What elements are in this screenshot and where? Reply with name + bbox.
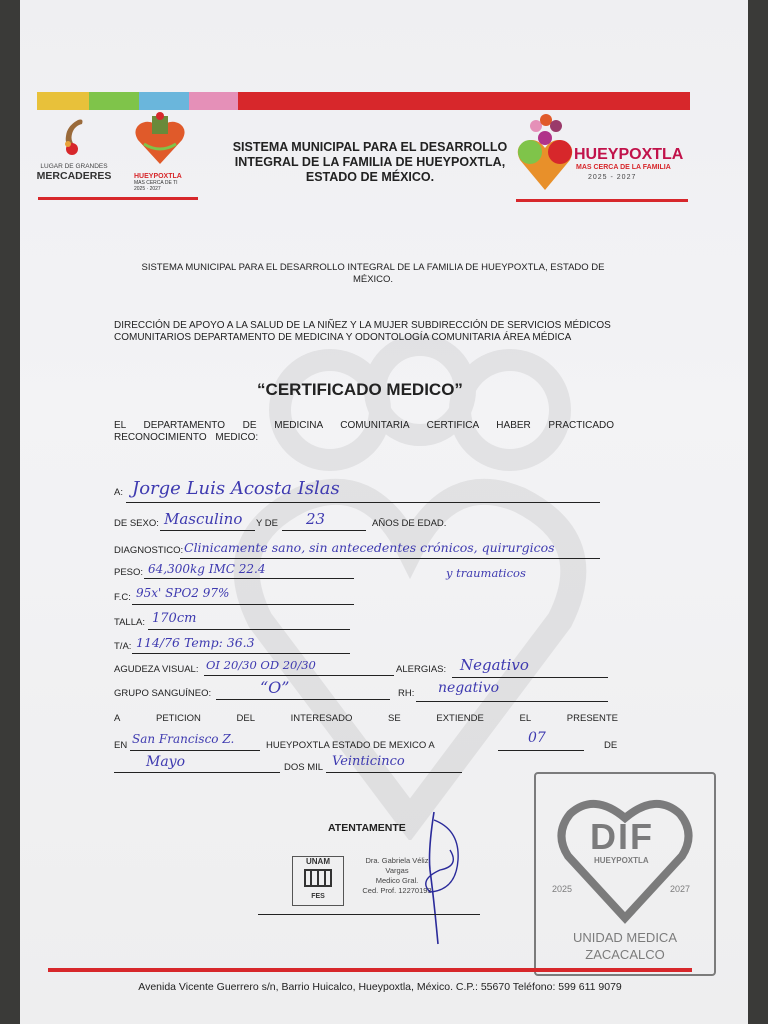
header-stripe-red	[238, 92, 690, 110]
doctor-stamp-line: Medico Gral.	[375, 876, 419, 885]
rh-label: RH:	[398, 688, 415, 699]
doctor-stamp-line: Ced. Prof. 12270193	[362, 886, 432, 895]
location-rest-label: HUEYPOXTLA ESTADO DE MEXICO A	[266, 740, 435, 751]
y-de-label: Y DE	[256, 518, 279, 529]
header-stripe-blue	[139, 92, 189, 110]
talla-label: TALLA:	[114, 617, 145, 628]
a-value: Jorge Luis Acosta Islas	[132, 478, 340, 499]
edad-value: 23	[306, 510, 326, 528]
mid-logo-name: HUEYPOXTLA	[134, 173, 182, 180]
day-value: 07	[528, 730, 546, 746]
family-heart-icon	[514, 112, 576, 194]
signature-icon	[420, 810, 470, 950]
en-line	[130, 750, 260, 751]
day-line	[498, 750, 584, 751]
ta-line	[132, 653, 350, 654]
dif-year-left: 2025	[552, 884, 573, 894]
unam-text: UNAM	[306, 857, 330, 866]
month-value: Mayo	[146, 754, 186, 770]
hueypoxtla-right-logo	[514, 112, 694, 194]
right-logo-name: HUEYPOXTLA	[574, 146, 684, 163]
grupo-label: GRUPO SANGUÍNEO:	[114, 688, 212, 699]
fc-line	[132, 604, 354, 605]
mid-logo-sub: MAS CERCA DE TI	[134, 180, 178, 186]
dif-line2: ZACACALCO	[585, 947, 665, 962]
fc-label: F.C:	[114, 592, 131, 603]
grupo-value: “O”	[260, 678, 290, 697]
de-label: DE	[604, 740, 618, 751]
dif-hueypoxtla-text: HUEYPOXTLA	[594, 856, 649, 865]
intro-text: EL DEPARTAMENTO DE MEDICINA COMUNITARIA CERTIFICA HABER PRACTICADO RECONOCIMIENTO MEDICO:	[114, 420, 614, 443]
talla-value: 170cm	[152, 611, 197, 626]
certificate-sheet	[20, 0, 748, 1024]
ta-label: T/A:	[114, 641, 132, 652]
department-text: DIRECCIÓN DE APOYO A LA SALUD DE LA NIÑEZ Y LA MUJER SUBDIRECCIÓN DE SERVICIOS MÉDICOS COMUNITARIOS DEPARTAMENTO DE MEDICINA Y ODONTOLOGÍA COMUNITARIA ÁREA MÉDICA	[114, 320, 611, 343]
doctor-stamp-line: Dra. Gabriela Véliz	[365, 856, 429, 865]
peso-value: 64,300kg IMC 22.4	[148, 562, 266, 576]
atentamente-label: ATENTAMENTE	[328, 822, 406, 834]
month-line	[114, 772, 280, 773]
mercaderes-big-text: MERCADERES	[36, 170, 112, 182]
right-logo-sub: MAS CERCA DE LA FAMILIA	[576, 164, 671, 171]
diag-label: DIAGNOSTICO:	[114, 545, 184, 556]
agudeza-value: OI 20/30 OD 20/30	[206, 658, 316, 672]
header-stripe-green	[89, 92, 139, 110]
dos-mil-label: DOS MIL	[284, 762, 324, 773]
dif-text: DIF	[590, 816, 654, 857]
footer-address: Avenida Vicente Guerrero s/n, Barrio Huicalco, Hueypoxtla, México. C.P.: 55670 Teléfono: 599 611 9079	[138, 981, 622, 993]
rh-line	[416, 701, 608, 702]
right-logo-years: 2025 - 2027	[588, 174, 637, 181]
year-value: Veinticinco	[332, 754, 405, 769]
dif-line1: UNIDAD MEDICA	[572, 930, 677, 945]
a-label: A:	[114, 487, 123, 498]
subheader: SISTEMA MUNICIPAL PARA EL DESARROLLO INTEGRAL DE LA FAMILIA DE HUEYPOXTLA, ESTADO DE MÉXICO.	[141, 262, 605, 285]
a-line	[126, 502, 600, 503]
year-line	[326, 772, 462, 773]
fes-text: FES	[311, 893, 325, 900]
anos-label: AÑOS DE EDAD.	[372, 518, 447, 529]
diag-line	[180, 558, 600, 559]
peticion-word: PETICION	[155, 713, 201, 724]
footer-red-line	[48, 968, 692, 972]
peticion-word: EXTIENDE	[436, 713, 484, 724]
doctor-stamp-line: Vargas	[385, 866, 409, 875]
peticion-word: A	[114, 713, 121, 724]
sexo-line	[160, 530, 255, 531]
ta-value: 114/76 Temp: 36.3	[136, 635, 255, 650]
sexo-label: DE SEXO:	[114, 518, 159, 529]
peticion-word: DEL	[236, 713, 255, 724]
hueypoxtla-heart-icon	[130, 110, 190, 168]
peticion-word: PRESENTE	[566, 713, 618, 724]
peticion-row	[114, 713, 618, 724]
hueypoxtla-small-logo	[130, 110, 190, 194]
grupo-line	[216, 699, 390, 700]
mercaderes-logo	[34, 116, 114, 186]
unam-logo	[292, 856, 344, 906]
mercaderes-small-text: LUGAR DE GRANDES	[40, 163, 108, 170]
alergias-value: Negativo	[460, 656, 529, 674]
header-right-underline	[516, 199, 688, 202]
peticion-word: SE	[388, 713, 401, 724]
header-stripe-yellow	[37, 92, 89, 110]
dif-year-right: 2027	[670, 884, 691, 894]
header-stripe-pink	[189, 92, 238, 110]
peso-line	[144, 578, 354, 579]
peso-label: PESO:	[114, 567, 144, 578]
agudeza-label: AGUDEZA VISUAL:	[114, 664, 199, 675]
alergias-label: ALERGIAS:	[396, 664, 447, 675]
fc-value: 95x' SPO2 97%	[136, 586, 230, 600]
mercaderes-emblem-icon	[34, 116, 114, 158]
alergias-line	[452, 677, 608, 678]
signature-line	[258, 914, 480, 915]
unam-emblem-icon	[303, 866, 333, 888]
document-title: “CERTIFICADO MEDICO”	[257, 380, 463, 399]
en-label: EN	[114, 740, 128, 751]
diag-value-continued: y traumaticos	[446, 566, 526, 580]
en-value: San Francisco Z.	[132, 732, 235, 746]
header-title: SISTEMA MUNICIPAL PARA EL DESARROLLO INTEGRAL DE LA FAMILIA DE HUEYPOXTLA, ESTADO DE MÉXICO.	[232, 140, 508, 184]
diag-value: Clinicamente sano, sin antecedentes crónicos, quirurgicos	[184, 540, 555, 555]
agudeza-line	[204, 675, 394, 676]
header-left-underline	[38, 197, 198, 200]
sexo-value: Masculino	[164, 510, 243, 528]
rh-value: negativo	[438, 680, 500, 696]
talla-line	[148, 629, 350, 630]
peticion-word: INTERESADO	[290, 713, 353, 724]
peticion-word: EL	[519, 713, 532, 724]
dif-stamp	[534, 772, 716, 976]
mid-logo-years: 2025 · 2027	[134, 186, 161, 192]
edad-line	[282, 530, 366, 531]
